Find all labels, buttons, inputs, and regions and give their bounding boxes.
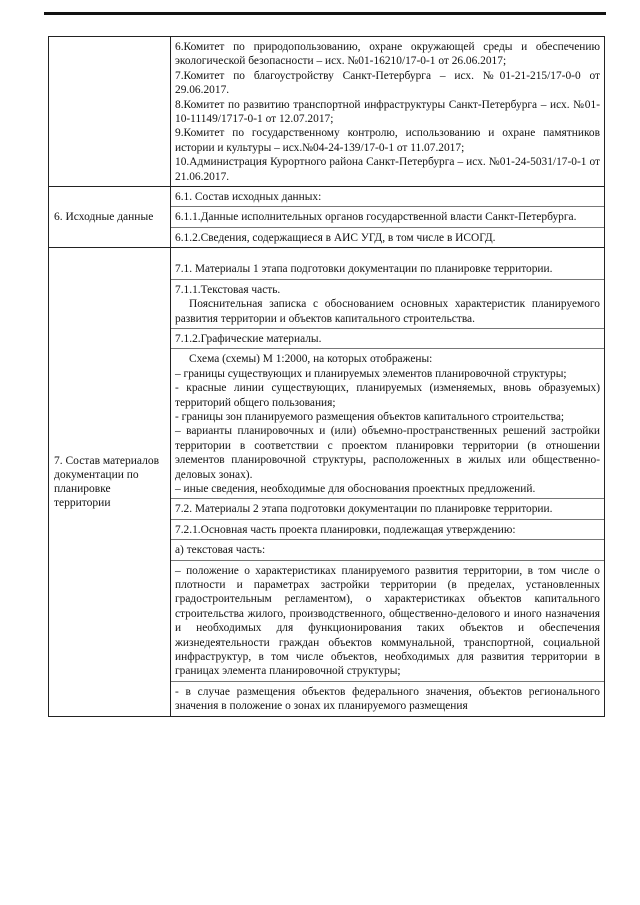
section-7-2-1: 7.2.1.Основная часть проекта планировки, подлежащая утверждению: <box>175 523 516 536</box>
committee-item-9: 9.Комитет по государственному контролю, использованию и охране памятников истории и культуры – исх.№04-24-139/17-0-1 от 11.07.2017; <box>175 127 600 154</box>
scheme-item-boundaries: – границы существующих и планируемых элементов планировочной структуры; <box>175 367 567 380</box>
committee-item-10: 10.Администрация Курортного района Санкт-Петербурга – исх. №01-24-5031/17-0-1 от 21.06.2017. <box>175 156 600 183</box>
text-part-heading: а) текстовая часть: <box>175 544 266 557</box>
row2-right-cell <box>171 187 605 248</box>
section-7-1: 7.1. Материалы 1 этапа подготовки документации по планировке территории. <box>175 263 553 276</box>
section-7-1-1: 7.1.1.Текстовая часть. <box>175 283 281 296</box>
source-data-6-1-2: 6.1.2.Сведения, содержащиеся в АИС УГД, в том числе в ИСОГД. <box>175 231 496 244</box>
committee-item-6: 6.Комитет по природопользованию, охране окружающей среды и обеспечению экологической безопасности – исх. №01-16210/17-0-1 от 26.06.2017; <box>175 41 600 68</box>
explanatory-note: Пояснительная записка с обоснованием основных характеристик планируемого развития территории и объектов капитального строительства. <box>175 298 600 325</box>
scheme-item-variants: – варианты планировочных и (или) объемно-пространственных решений застройки территории в соответствии с проектом планировки территории (в отношении элементов планировочной структуры, расположенных в жилых или общественно-деловых зонах). <box>175 425 600 481</box>
source-data-label: 6. Исходные данные <box>54 211 154 224</box>
row3-right-cell <box>171 248 605 716</box>
scheme-item-zones: - границы зон планируемого размещения объектов капитального строительства; <box>175 410 565 423</box>
materials-composition-label: 7. Состав материалов документации по планировке территории <box>54 454 160 509</box>
row2-left-cell <box>49 187 171 248</box>
committee-item-8: 8.Комитет по развитию транспортной инфраструктуры Санкт-Петербурга – исх. №01-10-11149/1717-0-1 от 12.07.2017; <box>175 98 600 126</box>
section-7-1-2: 7.1.2.Графические материалы. <box>175 332 322 345</box>
development-characteristics: – положение о характеристиках планируемого развития территории, в том числе о плотности и параметрах застройки территории (в пределах, установленных градостроительным регламентом), о характеристиках объектов капитального строительства жилого, производственного, общественно-делового и иного назначения и необходимых для функционирования таких объектов и обеспечения жизнедеятельности граждан объектов коммунальной, транспортной, социальной инфраструктур, в том числе объектов, необходимых для развития территории в границах элемента планировочной структуры; <box>175 564 600 678</box>
federal-objects-clause: - в случае размещения объектов федерального значения, объектов регионального значения в положение о зонах их планируемого размещения <box>175 685 600 713</box>
row1-left-cell <box>49 37 171 187</box>
section-7-2: 7.2. Материалы 2 этапа подготовки документации по планировке территории. <box>175 503 553 516</box>
table-row <box>49 248 605 716</box>
source-data-6-1: 6.1. Состав исходных данных: <box>175 191 322 204</box>
document-table <box>48 36 605 717</box>
scheme-item-red-lines: - красные линии существующих, планируемых (изменяемых, вновь образуемых) территорий общего пользования; <box>175 382 600 409</box>
row1-right-cell <box>171 37 605 187</box>
row3-left-cell <box>49 248 171 716</box>
scheme-intro: Схема (схемы) М 1:2000, на которых отображены: <box>189 353 433 366</box>
scheme-item-other: – иные сведения, необходимые для обоснования проектных предложений. <box>175 482 536 495</box>
committee-item-7: 7.Комитет по благоустройству Санкт-Петербурга – исх. №01-21-215/17-0-0 от 29.06.2017. <box>175 69 600 97</box>
top-rule <box>44 12 606 15</box>
table-row <box>49 37 605 187</box>
source-data-6-1-1: 6.1.1.Данные исполнительных органов государственной власти Санкт-Петербурга. <box>175 211 577 224</box>
table-row <box>49 187 605 248</box>
